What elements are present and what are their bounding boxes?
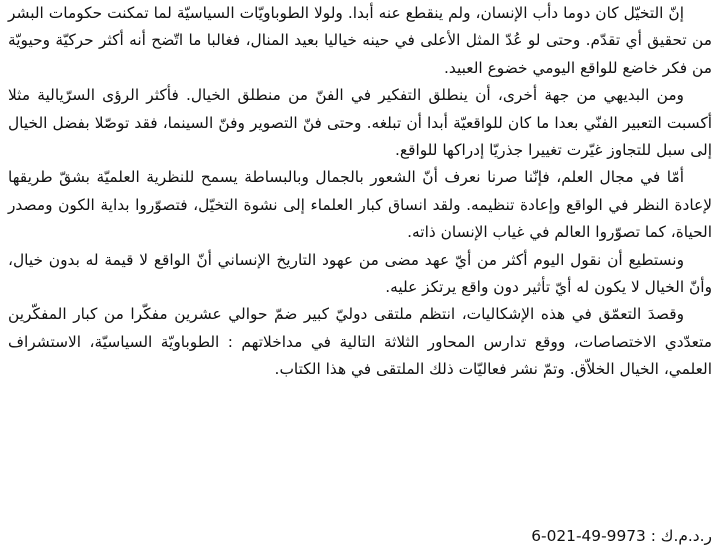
- paragraph-1: إنّ التخيّل كان دوما دأب الإنسان، ولم ينقطع عنه أبدا. ولولا الطوباويّات السياسيّة لما تمكنت حكومات البشر من تحقيق أي تقدّم. وحتى لو عُدّ المثل الأعلى في حينه خياليا بعيد المنال، فغالبا ما اتّضح أنه أكثر حركيّة وحيويّة من فكر خاضع للواقع اليومي خضوع العبيد.: [8, 4, 712, 77]
- isbn-value: 6-021-49-9973: [531, 527, 646, 545]
- isbn-label: ر.د.م.ك :: [650, 527, 712, 545]
- paragraph-4: ونستطيع أن نقول اليوم أكثر من أيّ عهد مضى من عهود التاريخ الإنساني أنّ الواقع لا قيمة له بدون خيال، وأنّ الخيال لا يكون له أيّ تأثير دون واقع يرتكز عليه.: [8, 250, 712, 297]
- document-body: [8, 0, 712, 384]
- isbn-line: [0, 523, 714, 550]
- paragraph-2: ومن البديهي من جهة أخرى، أن ينطلق التفكير في الفنّ من منطلق الخيال. فأكثر الرؤى السرّيالية مثلا أكسبت التعبير الفنّي بعدا ما كان للواقعيّة أبدا أن تبلغه. وحتى فنّ التصوير وفنّ السينما، فقد توصّلا بفضل الخيال إلى سبل للتجاوز غيّرت تغييرا جذريّا إدراكها للواقع.: [8, 86, 712, 160]
- paragraph-5: وقصدَ التعمّق في هذه الإشكاليات، انتظم ملتقى دوليّ كبير ضمّ حوالي عشرين مفكّرا من كبار المفكّرين متعدّدي الاختصاصات، ووقع تدارس المحاور الثلاثة التالية في مداخلاتهم : الطوباويّة السياسيّة، الاستشراف العلمي، الخيال الخلاّق. وتمّ نشر فعاليّات ذلك الملتقى في هذا الكتاب.: [8, 305, 712, 379]
- paragraph-3: أمّا في مجال العلم، فإنّنا صرنا نعرف أنّ الشعور بالجمال وبالبساطة يسمح للنظرية العلميّة بشقّ طريقها لإعادة النظر في الواقع وإعادة تنظيمه. ولقد انساق كبار العلماء إلى نشوة التخيّل، فتصوّروا بداية الكون ومصدر الحياة، كما تصوّروا العالم في غياب الإنسان ذاته.: [8, 168, 712, 242]
